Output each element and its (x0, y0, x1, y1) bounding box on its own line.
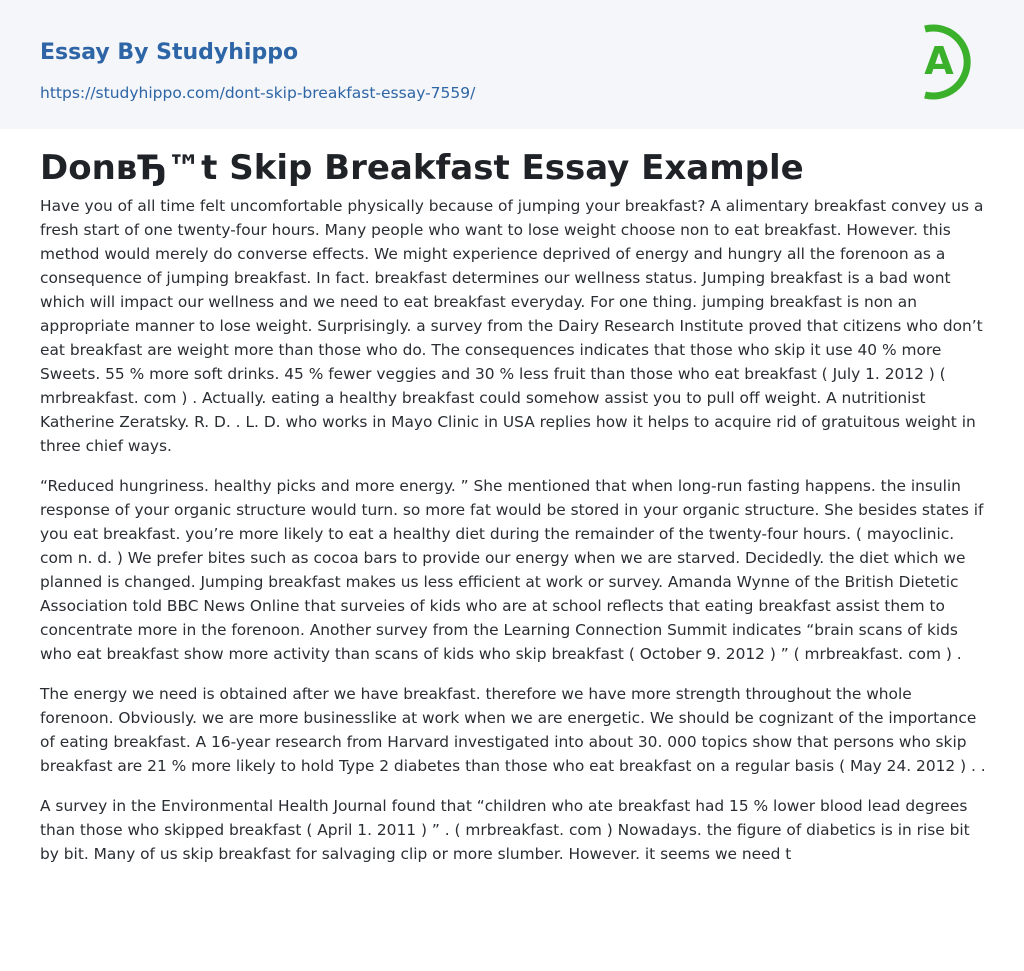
essay-paragraph: A survey in the Environmental Health Journal found that “children who ate breakfast had 15 % lower blood lead degrees than those who skipped breakfast ( April 1. 2011 ) ” . ( mrbreakfast. com ) Nowadays. the figure of diabetics is in rise bit by bit. Many of us skip breakfast for salvaging clip or more slumber. However. it seems we need t (40, 797, 970, 863)
essay-paragraph: “Reduced hungriness. healthy picks and more energy. ” She mentioned that when long-run fasting happens. the insulin response of your organic structure would turn. so more fat would be stored in your organic structure. She besides states if you eat breakfast. you’re more likely to eat a healthy diet during the remainder of the twenty-four hours. ( mayoclinic. com n. d. ) We prefer bites such as cocoa bars to provide our energy when we are starved. Decidedly. the diet which we planned is changed. Jumping breakfast makes us less efficient at work or survey. Amanda Wynne of the British Dietetic Association told BBC News Online that surveies of kids who are at school reflects that eating breakfast assist them to concentrate more in the forenoon. Another survey from the Learning Connection Summit indicates “brain scans of kids who eat breakfast show more activity than scans of kids who skip breakfast ( October 9. 2012 ) ” ( mrbreakfast. com ) . (40, 477, 984, 663)
studyhippo-logo-icon[interactable] (912, 18, 988, 106)
essay-paragraph: Have you of all time felt uncomfortable physically because of jumping your breakfast? A alimentary breakfast convey us a fresh start of one twenty-four hours. Many people who want to lose weight choose non to eat breakfast. However. this method would merely do converse effects. We might experience deprived of energy and hungry all the forenoon as a consequence of jumping breakfast. In fact. breakfast determines our wellness status. Jumping breakfast is a bad wont which will impact our wellness and we need to eat breakfast everyday. For one thing. jumping breakfast is non an appropriate manner to lose weight. Surprisingly. a survey from the Dairy Research Institute proved that citizens who don’t eat breakfast are weight more than those who do. The consequences indicates that those who skip it use 40 % more Sweets. 55 % more soft drinks. 45 % fewer veggies and 30 % less fruit than those who eat breakfast ( July 1. 2012 ) ( mrbreakfast. com ) . Actually. eating a healthy breakfast could somehow assist you to pull off weight. A nutritionist Katherine Zeratsky. R. D. . L. D. who works in Mayo Clinic in USA replies how it helps to acquire rid of gratuitous weight in three chief ways. (40, 197, 984, 455)
essay-body (40, 194, 988, 882)
logo-letter: A (924, 39, 954, 83)
site-brand[interactable]: Essay By Studyhippo (40, 40, 299, 65)
site-header (0, 0, 1024, 129)
essay-url-link[interactable]: https://studyhippo.com/dont-skip-breakfast-essay-7559/ (40, 84, 476, 102)
essay-title: DonвЂ™t Skip Breakfast Essay Example (40, 148, 804, 188)
essay-paragraph: The energy we need is obtained after we have breakfast. therefore we have more strength throughout the whole forenoon. Obviously. we are more businesslike at work when we are energetic. We should be cognizant of the importance of eating breakfast. A 16-year research from Harvard investigated into about 30. 000 topics show that persons who skip breakfast are 21 % more likely to hold Type 2 diabetes than those who eat breakfast on a regular basis ( May 24. 2012 ) . . (40, 685, 986, 775)
